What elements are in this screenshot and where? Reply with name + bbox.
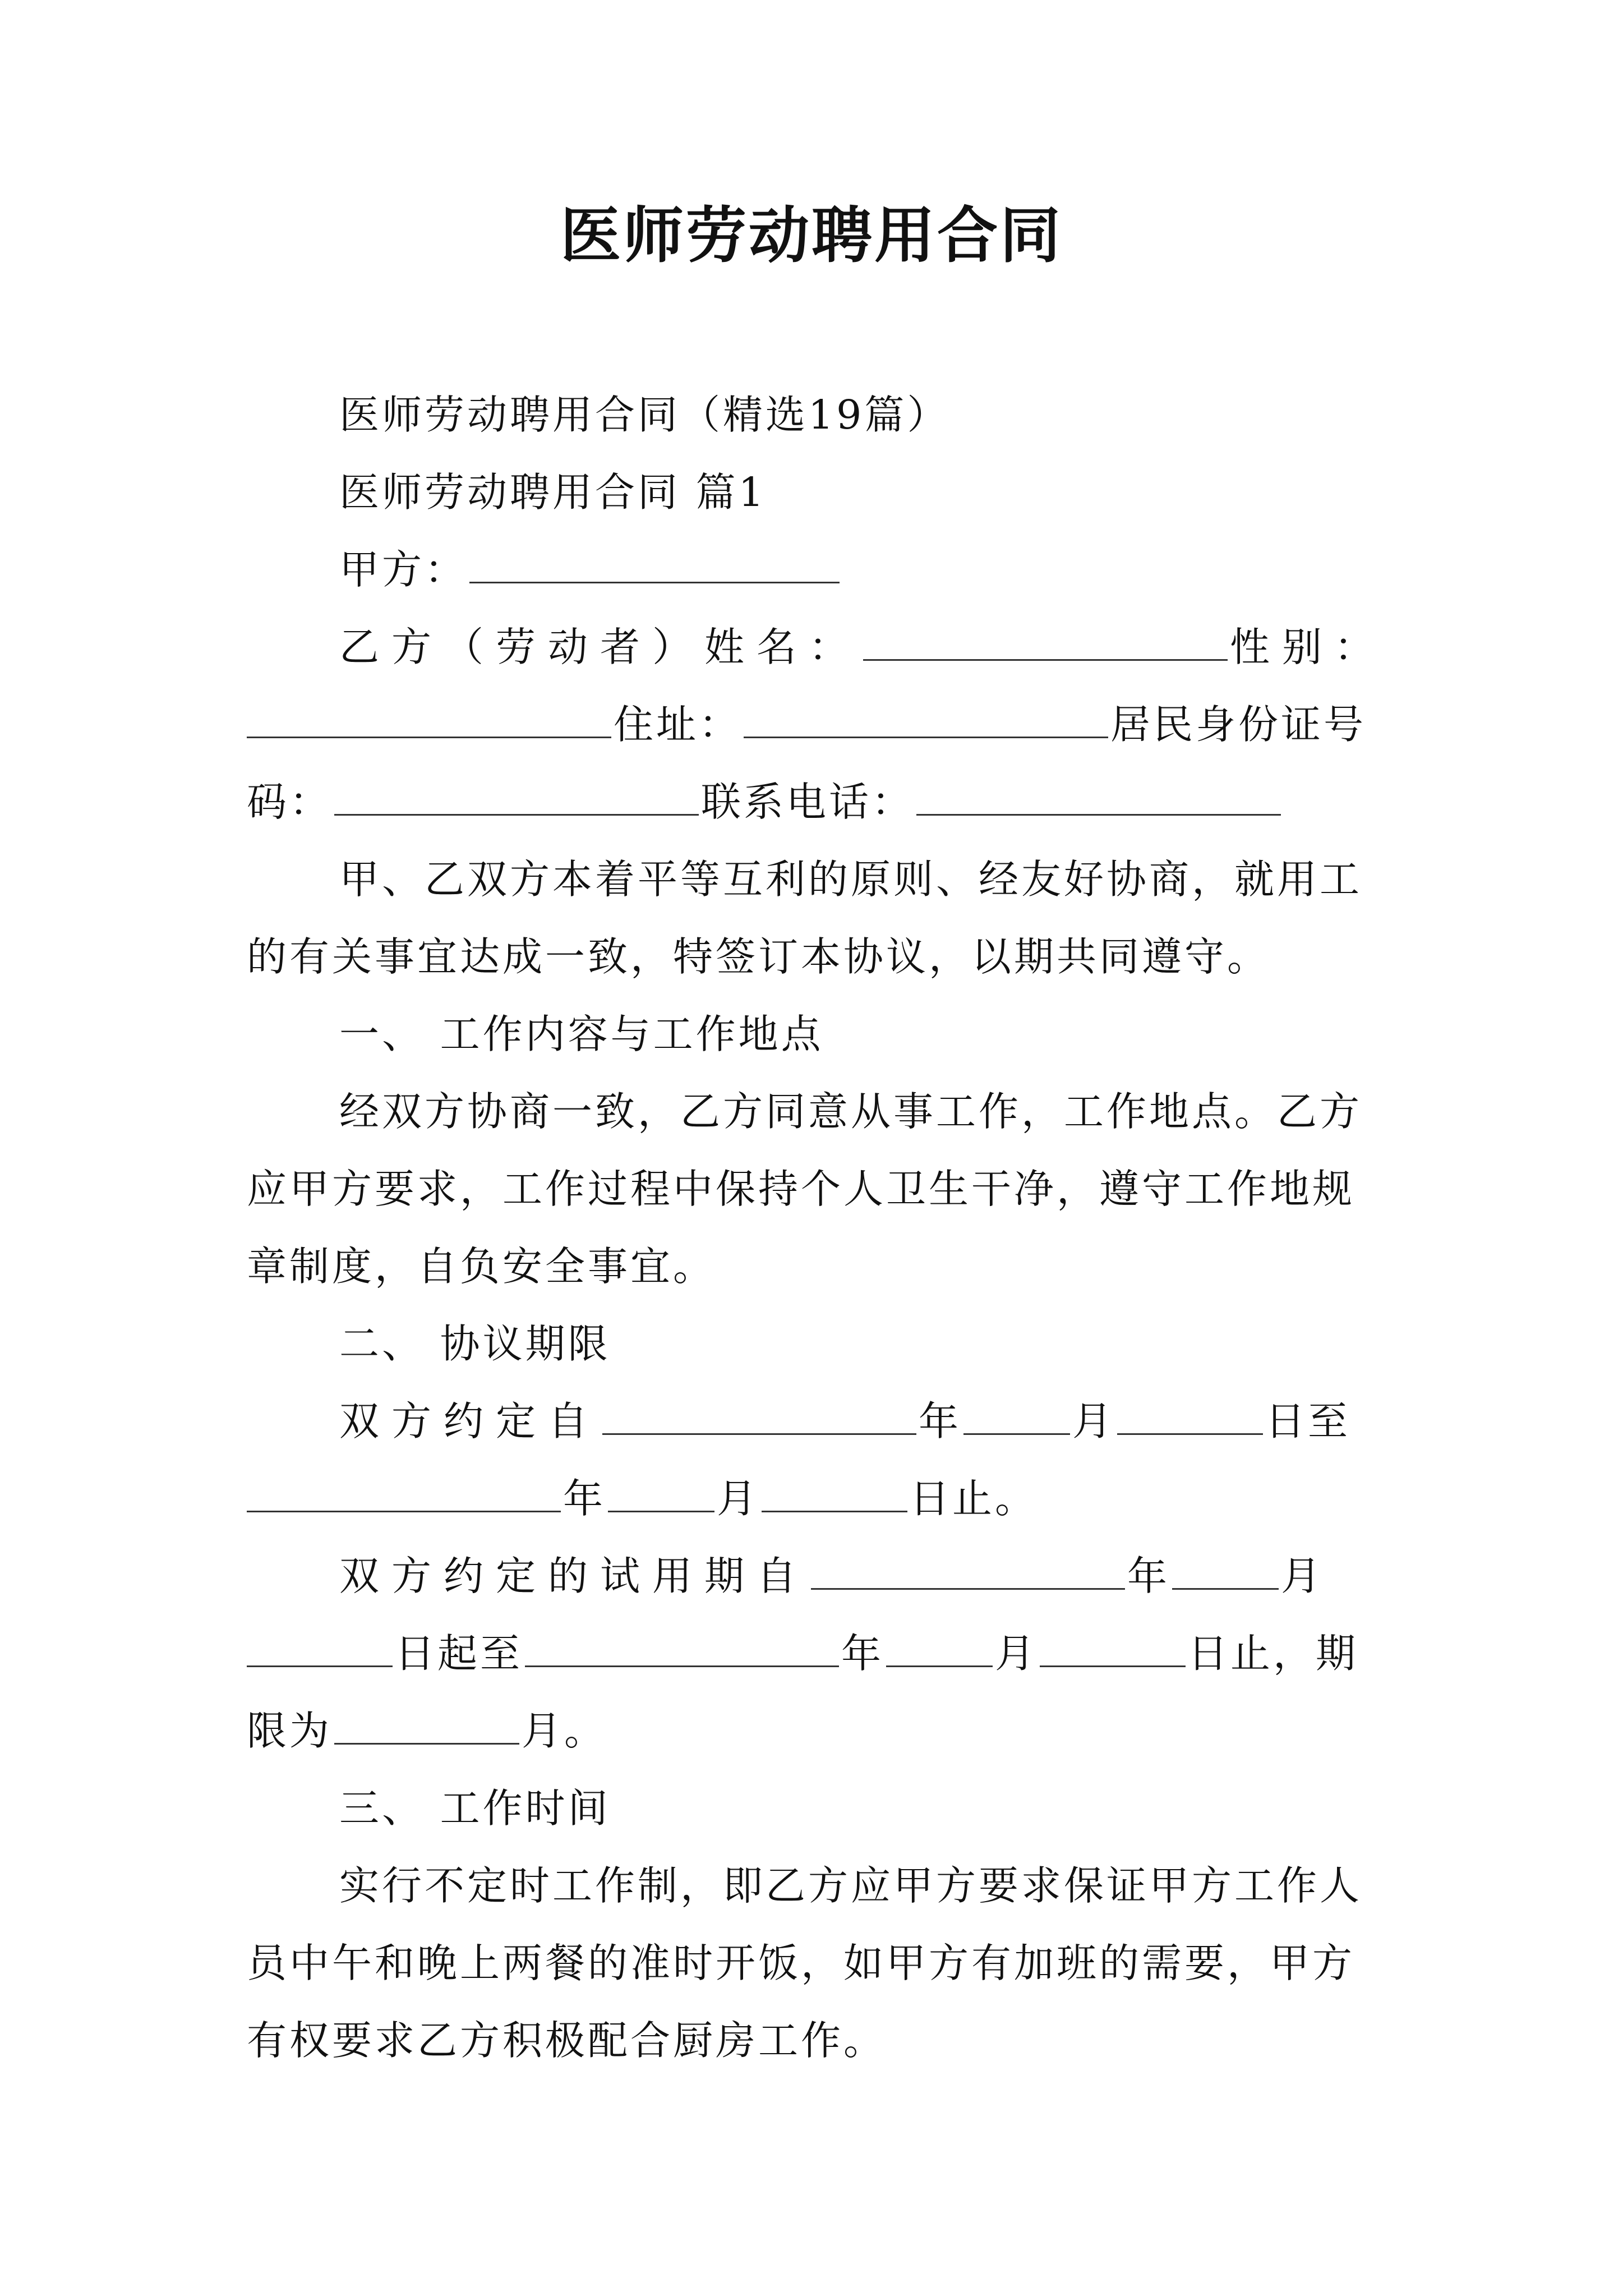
party-a-line — [339, 542, 1380, 598]
year-label: 年 — [1127, 1553, 1170, 1599]
id-blank — [334, 775, 699, 816]
probation-line-2 — [247, 1626, 1380, 1682]
month-label: 月 — [995, 1630, 1038, 1677]
probation-from-label: 双方约定的试用期自 — [339, 1553, 809, 1599]
clause3-line-2: 员中午和晚上两餐的准时开饭，如甲方有加班的需要，甲方 — [247, 1940, 1355, 1986]
probation-line-1 — [339, 1548, 1380, 1604]
month-end-label: 月。 — [522, 1708, 607, 1754]
id-label-part1: 居民身份证号 — [1110, 701, 1367, 748]
document-title: 医师劳动聘用合同 — [560, 200, 1063, 271]
phone-label: 联系电话： — [701, 779, 915, 825]
probation-end-month-blank — [886, 1626, 993, 1667]
day-end-period-label: 日止，期 — [1188, 1630, 1359, 1677]
clause1-line-3: 章制度，自负安全事宜。 — [247, 1243, 716, 1290]
clause3-line-3: 有权要求乙方积极配合厨房工作。 — [247, 2017, 887, 2064]
address-label: 住址： — [614, 701, 742, 748]
clause3-heading: 三、 工作时间 — [339, 1785, 611, 1832]
day-to-label: 日至 — [1265, 1398, 1351, 1444]
month-label: 月 — [717, 1475, 760, 1522]
gender-blank — [247, 697, 611, 738]
year-label: 年 — [841, 1630, 884, 1677]
section-heading: 医师劳动聘用合同 篇1 — [339, 469, 767, 516]
phone-blank — [916, 775, 1281, 816]
clause1-line-1: 经双方协商一致，乙方同意从事工作，工作地点。乙方 — [339, 1088, 1363, 1135]
period-months-blank — [334, 1704, 519, 1745]
term-line-1 — [339, 1393, 1380, 1450]
term-end-day-blank — [762, 1471, 907, 1512]
month-label: 月 — [1072, 1398, 1115, 1444]
term-end-month-blank — [608, 1471, 714, 1512]
party-b-label: 乙方（劳动者）姓名： — [339, 624, 861, 670]
clause1-line-2: 应甲方要求，工作过程中保持个人卫生干净，遵守工作地规 — [247, 1166, 1355, 1212]
party-b-line — [339, 619, 1387, 675]
day-end-label: 日止。 — [910, 1475, 1038, 1522]
party-b-name-blank — [863, 620, 1228, 661]
party-a-blank — [469, 542, 840, 583]
address-blank — [744, 697, 1108, 738]
gender-label: 性别： — [1230, 624, 1387, 670]
day-start-to-label: 日起至 — [395, 1630, 523, 1677]
intro-line-2: 的有关事宜达成一致，特签订本协议，以期共同遵守。 — [247, 933, 1270, 980]
term-start-year-blank — [602, 1394, 916, 1435]
year-label: 年 — [919, 1398, 962, 1444]
party-a-label: 甲方： — [339, 546, 468, 593]
document-subtitle: 医师劳动聘用合同（精选19篇） — [339, 392, 950, 438]
probation-start-month-blank — [1172, 1549, 1279, 1590]
term-end-year-blank — [247, 1471, 561, 1512]
probation-end-year-blank — [525, 1626, 839, 1667]
probation-end-day-blank — [1040, 1626, 1186, 1667]
probation-start-year-blank — [811, 1549, 1125, 1590]
period-limit-label: 限为 — [247, 1708, 333, 1754]
term-line-2 — [247, 1471, 1380, 1527]
term-start-month-blank — [963, 1394, 1070, 1435]
id-phone-line — [247, 774, 1380, 830]
year-label: 年 — [563, 1475, 606, 1522]
address-line — [247, 697, 1380, 753]
term-start-day-blank — [1117, 1394, 1263, 1435]
month-label: 月 — [1281, 1553, 1324, 1599]
term-from-label: 双方约定自 — [339, 1398, 601, 1444]
intro-line-1: 甲、乙双方本着平等互利的原则、经友好协商，就用工 — [339, 856, 1363, 903]
clause1-heading: 一、 工作内容与工作地点 — [339, 1011, 824, 1057]
probation-line-3 — [247, 1703, 1380, 1759]
probation-start-day-blank — [247, 1626, 393, 1667]
id-label-part2: 码： — [247, 779, 333, 825]
clause2-heading: 二、 协议期限 — [339, 1320, 611, 1367]
clause3-line-1: 实行不定时工作制，即乙方应甲方要求保证甲方工作人 — [339, 1862, 1363, 1909]
